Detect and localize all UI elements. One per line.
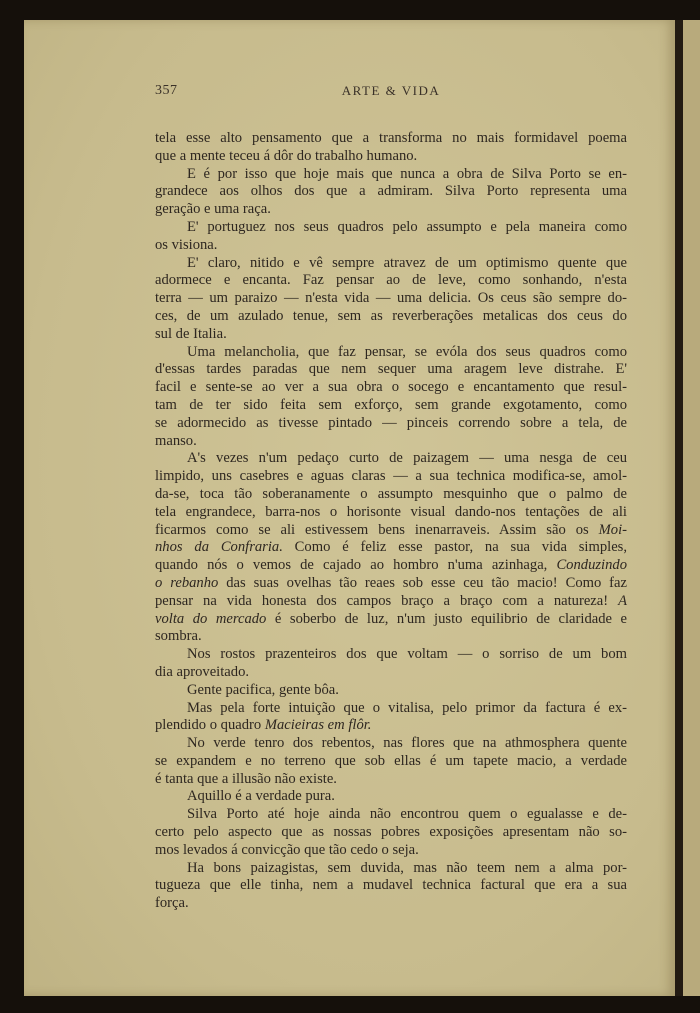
text-line: Aquillo é a verdade pura. <box>187 788 335 805</box>
text-line: No verde tenro dos rebentos, nas flores que na athmosphera quente <box>187 735 627 752</box>
text-line <box>155 557 627 575</box>
text-line: terra — um paraizo — n'esta vida — uma delicia. Os ceus são sempre do- <box>155 290 627 307</box>
text-line: é tanta que a illusão não existe. <box>155 770 337 787</box>
text-line: da-se, toca tão soberanamente o assumpto mesquinho que o palmo de <box>155 485 627 502</box>
text-line <box>155 575 627 593</box>
italic-title-text: Conduzindo <box>556 557 627 574</box>
text-line: Mas pela forte intuição que o vitalisa, pelo primor da factura é ex- <box>187 699 627 716</box>
text-line: certo pelo aspecto que as nossas pobres exposições apresentam não so- <box>155 824 627 841</box>
text-segment: Como é feliz esse pastor, na sua vida simples, <box>282 539 627 556</box>
text-line: dia aproveitado. <box>155 663 250 680</box>
running-title: ARTE & VIDA <box>341 83 441 98</box>
text-line: Gente pacifica, gente bôa. <box>187 681 339 698</box>
text-line <box>155 611 627 629</box>
text-line: sul de Italia. <box>155 325 227 342</box>
text-line: tugueza que elle tinha, nem a mudavel technica factural que era a sua <box>155 877 627 894</box>
page-header <box>155 83 627 105</box>
text-line: se adormecido as tivesse pintado — pinceis correndo sobre a tela, de <box>155 414 627 431</box>
text-line: força. <box>155 895 189 912</box>
text-line <box>155 522 627 540</box>
text-line: tela esse alto pensamento que a transforma no mais formidavel poema <box>155 130 627 146</box>
italic-title-text: o rebanho <box>155 574 219 591</box>
text-line: tela engrandece, barra-nos o horisonte visual dando-nos tentações de ali <box>155 503 627 520</box>
text-line: E' claro, nitido e vê sempre atravez de um optimismo quente que <box>187 254 627 271</box>
text-line: se expandem e no terreno que sob ellas é um tapete macio, a verdade <box>155 752 627 769</box>
page-gutter <box>675 20 683 996</box>
text-line: manso. <box>155 432 197 449</box>
italic-title-text: volta do mercado <box>155 610 267 627</box>
text-segment: pensar na vida honesta dos campos braço a braço com a natureza! <box>155 592 619 609</box>
italic-title-text: A <box>618 592 627 609</box>
italic-title-text: Moi- <box>598 521 627 538</box>
text-line: ces, de um azulado tenue, sem as reverberações metalicas dos ceus do <box>155 307 627 324</box>
text-line: Nos rostos prazenteiros dos que voltam — o sorriso de um bom <box>187 646 627 663</box>
text-line: geração e uma raça. <box>155 201 271 218</box>
text-segment: plendido o quadro <box>155 717 265 734</box>
text-segment: ficarmos como se ali estivessem bens inenarraveis. Assim são os <box>155 521 599 538</box>
text-line: E é por isso que hoje mais que nunca a obra de Silva Porto se en- <box>187 165 627 182</box>
text-line: facil e sente-se ao ver a sua obra o socego e encantamento que resul- <box>155 379 627 396</box>
text-line: sombra. <box>155 628 202 645</box>
text-line: grandece aos olhos dos que a admiram. Silva Porto representa uma <box>155 183 627 200</box>
text-line: E' portuguez nos seus quadros pelo assumpto e pela maneira como <box>187 218 627 235</box>
text-line: os visiona. <box>155 236 218 253</box>
text-line <box>155 539 627 557</box>
text-line: adormece e encanta. Faz pensar ao de leve, como sonhando, n'esta <box>155 272 627 289</box>
text-line <box>155 717 627 735</box>
italic-title-text: nhos da Confraria. <box>155 539 283 556</box>
text-line: tam de ter sido feita sem exforço, sem grande exgotamento, como <box>155 396 627 413</box>
text-segment: das suas ovelhas tão reaes sob esse ceu tão macio! Como faz <box>218 574 627 591</box>
page-number: 357 <box>155 83 178 98</box>
text-line: A's vezes n'um pedaço curto de paizagem — uma nesga de ceu <box>187 450 627 467</box>
text-line: limpido, uns casebres e aguas claras — a sua technica modifica-se, amol- <box>155 468 627 485</box>
text-line: que a mente teceu á dôr do trabalho humano. <box>155 147 418 164</box>
text-segment: quando nós o vemos de cajado ao hombro n'uma azinhaga, <box>155 557 557 574</box>
text-line: mos levados á convicção que tão cedo o seja. <box>155 841 419 858</box>
text-segment: é soberbo de luz, n'um justo equilibrio de claridade e <box>266 610 628 627</box>
text-line: Uma melancholia, que faz pensar, se evóla dos seus quadros como <box>187 343 627 360</box>
italic-title-text: Macieiras em flôr. <box>264 717 372 734</box>
text-line: Silva Porto até hoje ainda não encontrou quem o egualasse e de- <box>187 806 627 823</box>
body-text <box>155 130 627 913</box>
text-line: Ha bons paizagistas, sem duvida, mas não teem nem a alma por- <box>187 859 627 876</box>
text-line: d'essas tardes paradas que nem sequer uma aragem leve distrahe. E' <box>155 361 627 378</box>
text-line <box>155 593 627 611</box>
adjacent-page-edge <box>683 20 700 996</box>
